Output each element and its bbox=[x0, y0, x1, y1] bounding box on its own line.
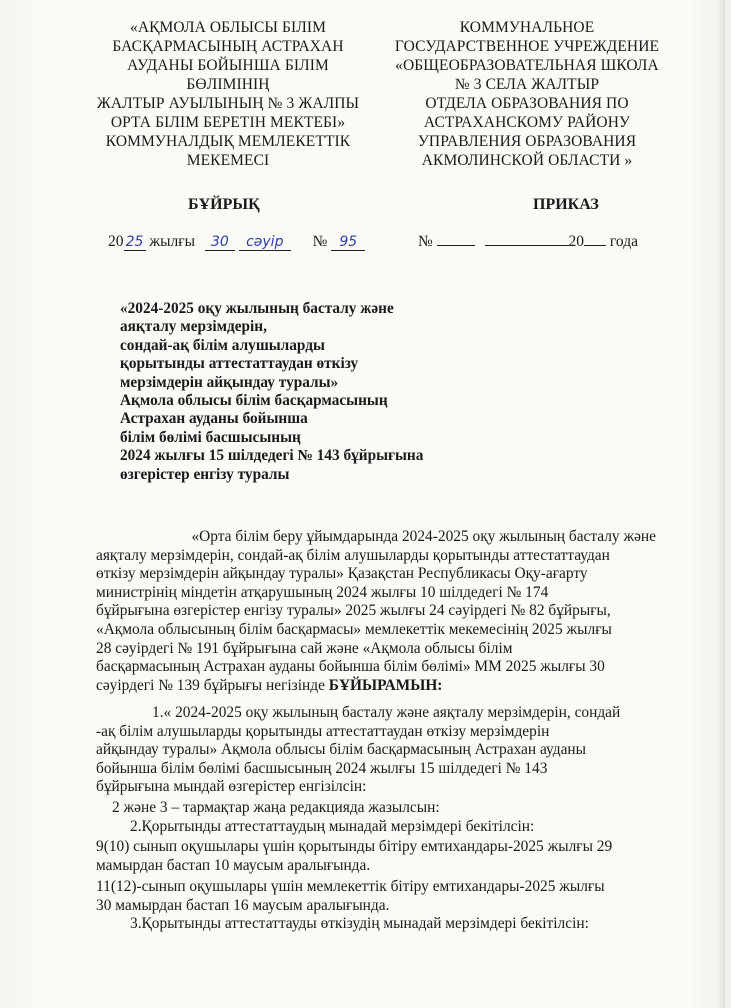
item-2-line: 30 мамырдан бастап 16 маусым аралығында. bbox=[96, 896, 390, 914]
letterhead-line: БАСҚАРМАСЫНЫҢ АСТРАХАН bbox=[112, 38, 344, 55]
item-2-grade-9 bbox=[96, 838, 656, 875]
item-3-heading: 3.Қорытынды аттестаттауды өткізудің мынадай мерзімдері бекітілсін: bbox=[130, 915, 589, 932]
letterhead-line: ГОСУДАРСТВЕННОЕ УЧРЕЖДЕНИЕ bbox=[394, 38, 660, 55]
item-1-line: -ақ білім алушыларды қорытынды аттестаттаудан өткізу мерзімдерін bbox=[96, 722, 550, 740]
letterhead-line: АУДАНЫ БОЙЫНША БІЛІМ bbox=[127, 57, 329, 74]
preamble bbox=[96, 528, 656, 695]
number-sign: № bbox=[312, 233, 328, 250]
item-2-line: 9(10) сынып оқушылары үшін қорытынды бітіру емтихандары-2025 жылғы 29 bbox=[96, 838, 613, 855]
handwritten-day: 30 bbox=[205, 234, 235, 251]
subject-line: білім бөлімі басшысының bbox=[120, 428, 301, 446]
letterhead-line: «ОБЩЕОБРАЗОВАТЕЛЬНАЯ ШКОЛА bbox=[395, 57, 659, 74]
subject-line: аяқталу мерзімдерін, bbox=[120, 318, 267, 336]
preamble-line: «Орта білім беру ұйымдарында 2024-2025 оқу жылының басталу және bbox=[191, 528, 656, 545]
item-1-subpoint: 2 және 3 – тармақтар жаңа редакцияда жазылсын: bbox=[112, 799, 440, 816]
preamble-line: басқармасының Астрахан ауданы бойынша білім бөлімі» ММ 2025 жылғы 30 bbox=[96, 658, 605, 676]
item-1 bbox=[96, 704, 656, 797]
subject-line: «2024-2025 оқу жылының басталу және bbox=[120, 300, 394, 317]
item-2-grade-11 bbox=[96, 878, 656, 915]
handwritten-year: 25 bbox=[124, 234, 146, 251]
number-sign: № bbox=[418, 233, 433, 250]
subject-line: қорытынды аттестаттаудан өткізу bbox=[120, 355, 359, 373]
letterhead-line: ОТДЕЛА ОБРАЗОВАНИЯ ПО bbox=[425, 95, 629, 112]
letterhead-line: АСТРАХАНСКОМУ РАЙОНУ bbox=[423, 114, 631, 131]
year-prefix: 20 bbox=[108, 233, 124, 250]
item-2-line: 11(12)-сынып оқушылары үшін мемлекеттік бітіру емтихандары-2025 жылғы bbox=[96, 878, 605, 895]
subject-line: Астрахан ауданы бойынша bbox=[120, 410, 308, 428]
letterhead-line: БӨЛІМІНІҢ bbox=[186, 76, 270, 93]
preamble-line-last bbox=[96, 677, 656, 696]
letterhead-line: ЖАЛТЫР АУЫЛЫНЫҢ № 3 ЖАЛПЫ bbox=[96, 95, 360, 112]
doc-type-russian: ПРИКАЗ bbox=[533, 196, 599, 213]
subject-line: мерзімдерін айқындау туралы» bbox=[120, 373, 339, 391]
doc-type-kazakh: БҰЙРЫҚ bbox=[188, 196, 260, 213]
letterhead-line: КОММУНАЛЬНОЕ bbox=[459, 19, 595, 36]
item-2-line: мамырдан бастап 10 маусым аралығында. bbox=[96, 856, 371, 874]
date-number-russian bbox=[418, 233, 638, 251]
preamble-line: «Ақмола облысының білім басқармасы» мемлекеттік мекемесінің 2025 жылғы bbox=[96, 620, 612, 638]
order-word: БҰЙЫРАМЫН: bbox=[328, 676, 443, 694]
letterhead-line: КОММУНАЛДЫҚ МЕМЛЕКЕТТІК bbox=[105, 133, 351, 150]
subject-line: Ақмола облысы білім басқармасының bbox=[120, 392, 388, 410]
letterhead-line: ОРТА БІЛІМ БЕРЕТІН МЕКТЕБІ» bbox=[110, 114, 346, 131]
preamble-text: сәуірдегі № 139 бұйрығы негізінде bbox=[96, 676, 325, 694]
preamble-line: өткізу мерзімдерін айқындау туралы» Қазақстан Республикасы Оқу-ағарту bbox=[96, 565, 588, 583]
item-1-line: айқындау туралы» Ақмола облысы білім басқармасының Астрахан ауданы bbox=[96, 741, 586, 759]
preamble-line: бұйрығына өзгерістер енгізу туралы» 2025 жылғы 24 сәуірдегі № 82 бұйрығы, bbox=[96, 602, 611, 620]
preamble-line: 28 сәуірдегі № 191 бұйрығына сай және «Ақмола облысы білім bbox=[96, 639, 513, 657]
blank-year bbox=[584, 245, 606, 246]
handwritten-month: сәуір bbox=[239, 234, 291, 251]
letterhead-line: № 3 СЕЛА ЖАЛТЫР bbox=[454, 76, 600, 93]
subject-line: өзгерістер енгізу туралы bbox=[120, 465, 290, 483]
paper-edge-shadow bbox=[717, 0, 725, 1008]
letterhead-line: «АҚМОЛА ОБЛЫСЫ БІЛІМ bbox=[129, 19, 327, 36]
preamble-line: аяқталу мерзімдерін, сондай-ақ білім алушыларды қорытынды аттестаттаудан bbox=[96, 546, 610, 564]
date-number-kazakh bbox=[108, 233, 365, 251]
item-1-line: бұйрығына мындай өзгерістер енгізілсін: bbox=[96, 778, 367, 796]
item-2-heading: 2.Қорытынды аттестаттаудың мынадай мерзімдері бекітілсін: bbox=[130, 818, 535, 835]
subject-line: сондай-ақ білім алушыларды bbox=[120, 336, 325, 354]
year-word: года bbox=[609, 233, 638, 250]
blank-date bbox=[485, 245, 569, 246]
preamble-line: министрінің міндетін атқарушының 2024 жылғы 10 шілдедегі № 174 bbox=[96, 583, 549, 601]
order-subject bbox=[120, 300, 423, 484]
handwritten-number: 95 bbox=[331, 234, 365, 251]
year-prefix: 20 bbox=[568, 233, 585, 250]
letterhead-russian bbox=[382, 18, 672, 170]
letterhead-line: МЕКЕМЕСІ bbox=[186, 152, 270, 169]
letterhead-line: УПРАВЛЕНИЯ ОБРАЗОВАНИЯ bbox=[417, 133, 637, 150]
blank-number bbox=[437, 245, 475, 246]
item-1-line: бойынша білім бөлімі басшысының 2024 жылғы 15 шілдедегі № 143 bbox=[96, 759, 548, 777]
item-1-line: 1.« 2024-2025 оқу жылының басталу және аяқталу мерзімдерін, сондай bbox=[152, 704, 621, 721]
year-word: жылғы bbox=[149, 233, 196, 250]
subject-line: 2024 жылғы 15 шілдедегі № 143 бұйрығына bbox=[120, 447, 424, 465]
letterhead-line: АКМОЛИНСКОЙ ОБЛАСТИ » bbox=[421, 152, 633, 169]
letterhead-kazakh bbox=[78, 18, 378, 170]
